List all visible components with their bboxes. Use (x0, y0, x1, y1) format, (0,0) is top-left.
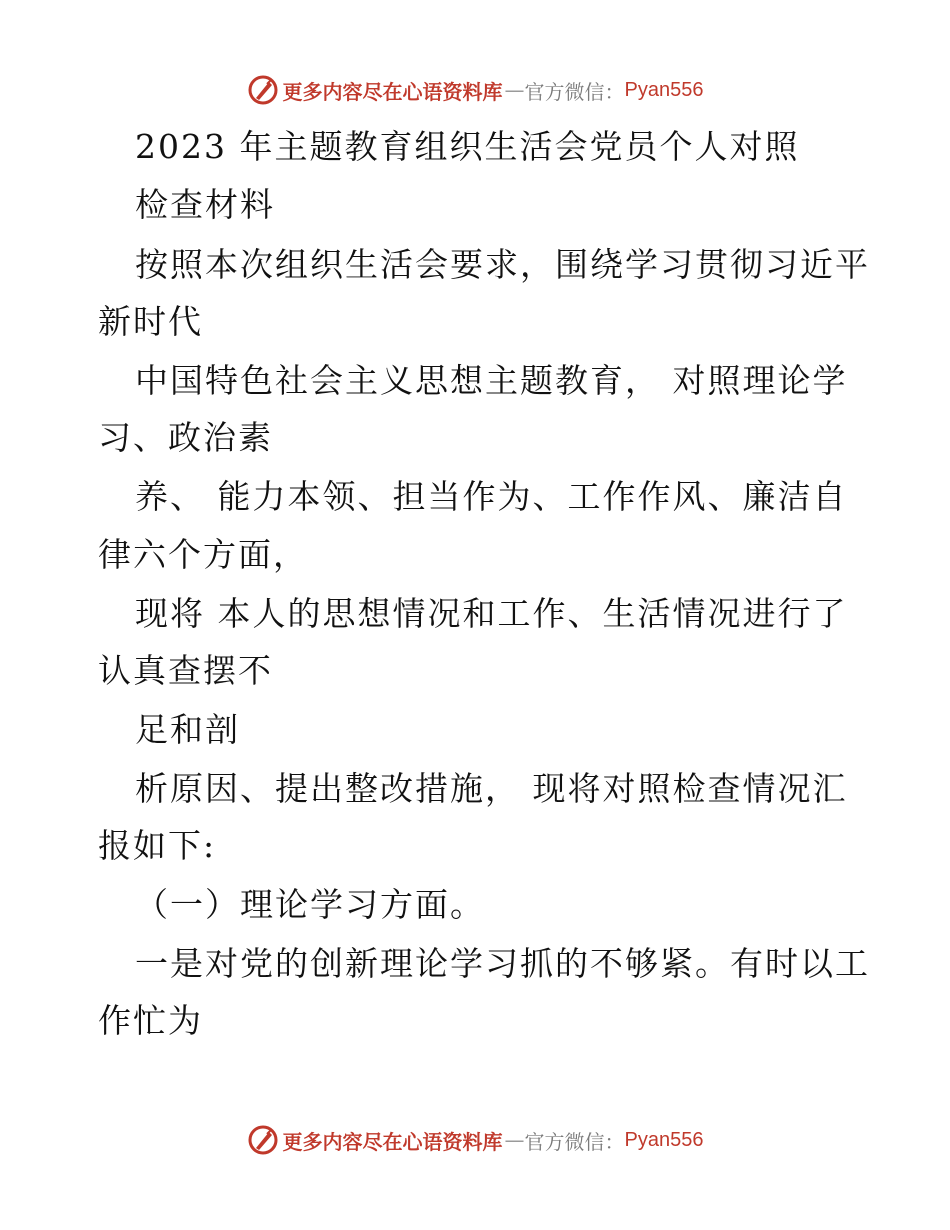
paragraph-line: 按照本次组织生活会要求，围绕学习贯彻习近平 (135, 245, 870, 284)
watermark-label: 官方微信： (524, 79, 625, 104)
paragraph-line: 律六个方面， (98, 535, 308, 574)
footer-watermark (0, 1123, 950, 1157)
paragraph-line: 现将 本人的思想情况和工作、生活情况进行了 (135, 594, 848, 633)
red-quill-seal-icon (247, 74, 279, 106)
paragraph-line: 中国特色社会主义思想主题教育， 对照理论学 (135, 361, 848, 400)
watermark-label: 官方微信： (524, 1129, 625, 1154)
watermark-wechat-id: Pyan556 (624, 1128, 704, 1151)
header-watermark (0, 73, 950, 107)
paragraph-line: 新时代 (98, 302, 203, 341)
paragraph-line: 一是对党的创新理论学习抓的不够紧。有时以工 (135, 944, 870, 983)
paragraph-line: 作忙为 (98, 1001, 203, 1040)
watermark-text: 更多内容尽在心语资料库 (282, 1129, 503, 1154)
paragraph-line: 报如下: (98, 826, 217, 865)
paragraph-line: 析原因、提出整改措施， 现将对照检查情况汇 (135, 769, 848, 808)
document-title-line-1: 2023 年主题教育组织生活会党员个人对照 (135, 127, 800, 166)
paragraph-line: 足和剖 (135, 710, 240, 749)
watermark-text: 更多内容尽在心语资料库 (282, 79, 503, 104)
section-heading: （一）理论学习方面。 (135, 885, 485, 924)
paragraph-line: 认真查摆不 (98, 651, 273, 690)
watermark-wechat-id: Pyan556 (624, 78, 704, 101)
watermark-dash: — (504, 78, 523, 102)
red-quill-seal-icon (247, 1124, 279, 1156)
watermark-dash: — (504, 1128, 523, 1152)
document-title-line-2: 检查材料 (135, 185, 275, 224)
paragraph-line: 习、政治素 (98, 418, 273, 457)
paragraph-line: 养、 能力本领、担当作为、工作作风、廉洁自 (135, 477, 848, 516)
